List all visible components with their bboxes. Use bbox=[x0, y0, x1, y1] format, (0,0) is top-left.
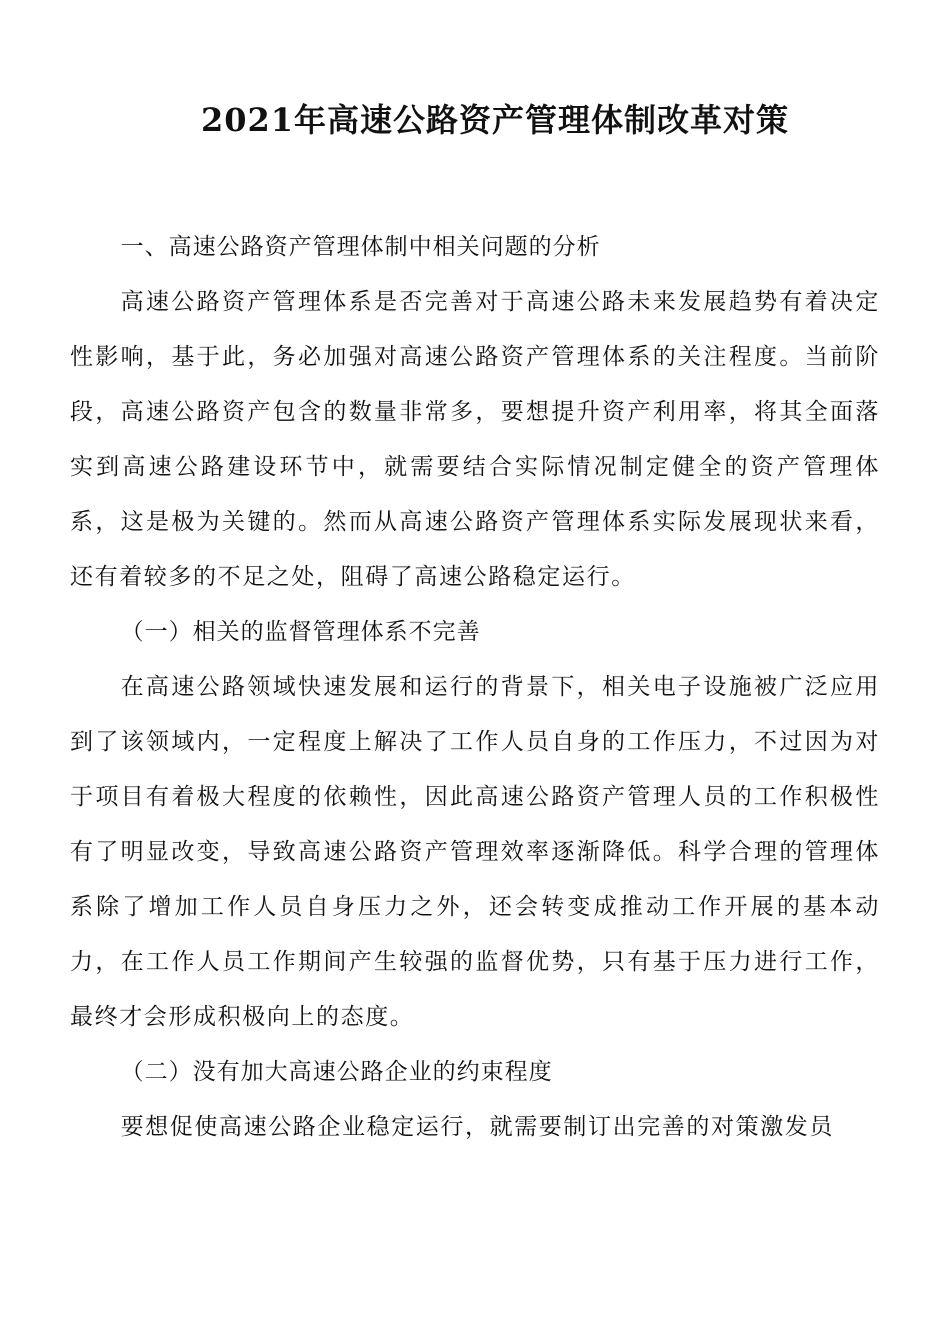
document-body bbox=[70, 220, 880, 1155]
document-title: 2021年高速公路资产管理体制改革对策 bbox=[200, 101, 790, 139]
paragraph: 高速公路资产管理体系是否完善对于高速公路未来发展趋势有着决定性影响，基于此，务必加强对高速公路资产管理体系的关注程度。当前阶段，高速公路资产包含的数量非常多，要想提升资产利用率，将其全面落实到高速公路建设环节中，就需要结合实际情况制定健全的资产管理体系，这是极为关键的。然而从高速公路资产管理体系实际发展现状来看，还有着较多的不足之处，阻碍了高速公路稳定运行。 bbox=[70, 289, 880, 590]
section-heading: 一、高速公路资产管理体制中相关问题的分析 bbox=[120, 234, 601, 260]
paragraph: 要想促使高速公路企业稳定运行，就需要制订出完善的对策激发员 bbox=[120, 1114, 834, 1140]
subsection-heading: （二）没有加大高速公路企业的约束程度 bbox=[120, 1059, 553, 1085]
subsection-heading: （一）相关的监督管理体系不完善 bbox=[120, 619, 481, 645]
paragraph: 在高速公路领域快速发展和运行的背景下，相关电子设施被广泛应用到了该领域内，一定程度上解决了工作人员自身的工作压力，不过因为对于项目有着极大程度的依赖性，因此高速公路资产管理人员的工作积极性有了明显改变，导致高速公路资产管理效率逐渐降低。科学合理的管理体系除了增加工作人员自身压力之外，还会转变成推动工作开展的基本动力，在工作人员工作期间产生较强的监督优势，只有基于压力进行工作，最终才会形成积极向上的态度。 bbox=[70, 674, 880, 1030]
